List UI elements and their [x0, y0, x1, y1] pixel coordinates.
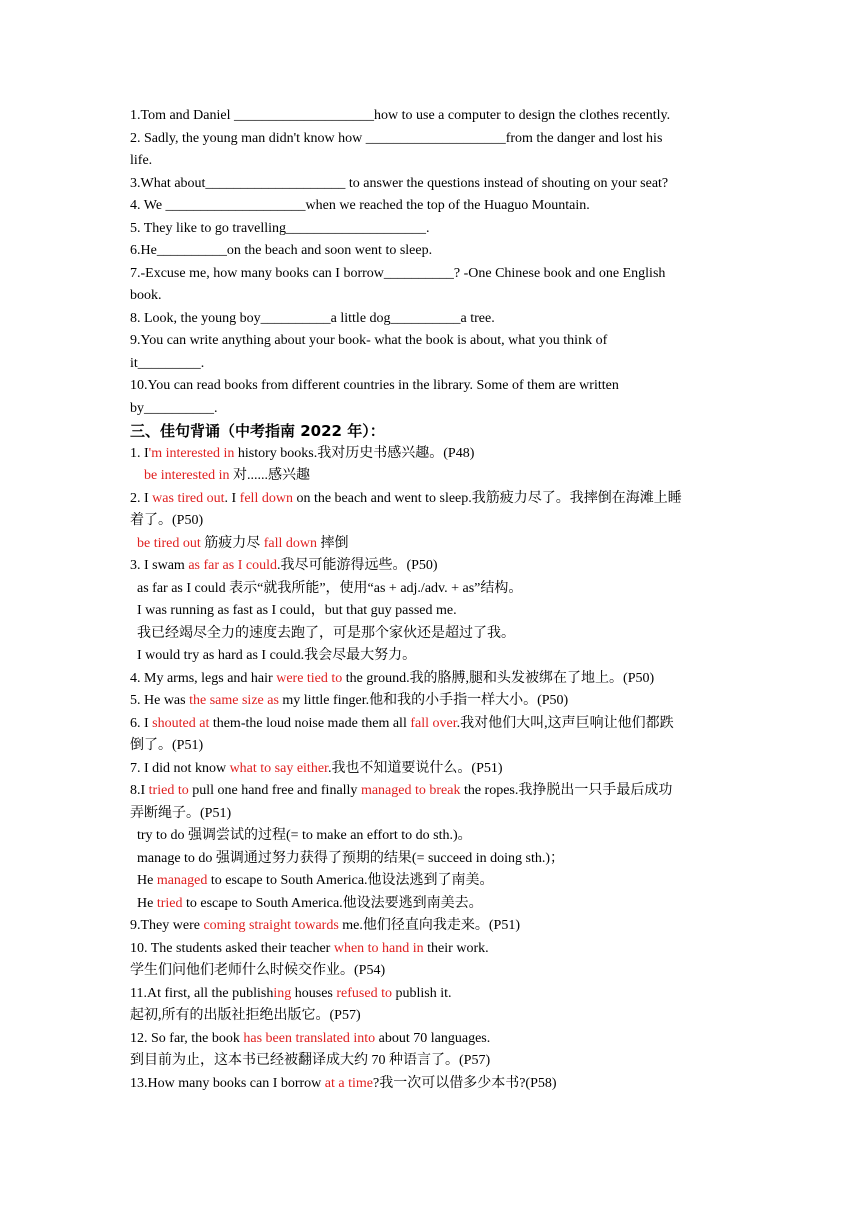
sentence-text: .我也不知道要说什么。(P51): [327, 760, 503, 776]
sentence-line: [130, 915, 730, 938]
highlighted-phrase: has been translated into: [243, 1030, 376, 1046]
sentence-text: 起初,所有的出版社拒绝出版它。(P57): [130, 1008, 361, 1023]
sentence-text: the ropes.我挣脱出一只手最后成功: [460, 783, 673, 798]
highlighted-phrase: managed: [156, 873, 208, 888]
sentence-line: [130, 983, 730, 1006]
sentence-text: . I: [224, 490, 240, 506]
highlighted-phrase: coming straight towards: [203, 918, 339, 933]
exercise-line: 4. We ____________________when we reached the top of the Huaguo Mountain.: [130, 198, 590, 213]
sentence-text: 倒了。(P51): [130, 738, 204, 753]
sentence-line: [130, 825, 730, 848]
exercise-line: 6.He__________on the beach and soon went to sleep.: [130, 243, 433, 258]
sentence-text: the ground.我的胳膊,腿和头发被绑在了地上。(P50): [342, 670, 655, 686]
exercise-line: 9.You can write anything about your book- what the book is about, what you think of: [130, 333, 608, 348]
exercise-line: 1.Tom and Daniel ____________________how to use a computer to design the clothes recently.: [130, 108, 671, 123]
sentence-text: try to do 强调尝试的过程(= to make an effort to do sth.)。: [137, 828, 472, 843]
sentence-line: [130, 848, 730, 871]
sentence-text: to escape to South America.他设法逃到了南美。: [207, 873, 494, 888]
sentence-text: 筋疲力尽: [200, 535, 264, 551]
highlighted-phrase: the same size as: [189, 693, 279, 708]
sentence-line: [130, 645, 730, 668]
highlighted-phrase: shouted at: [152, 715, 210, 731]
sentence-text: .我尽可能游得远些。(P50): [276, 558, 438, 573]
sentence-line: [130, 668, 730, 691]
exercise-line: 3.What about____________________ to answer the questions instead of shouting on your seat?: [130, 175, 669, 191]
sentence-text: 7. I did not know: [130, 760, 230, 776]
sentence-text: 10. The students asked their teacher: [130, 940, 334, 956]
sentence-line: [130, 555, 730, 578]
exercise-line: 8. Look, the young boy__________a little dog__________a tree.: [130, 310, 495, 326]
sentence-line: [130, 938, 730, 961]
sentence-line: [130, 803, 730, 826]
section-title: 三、佳句背诵（中考指南 2022 年）：: [130, 422, 385, 440]
sentence-line: [130, 533, 730, 556]
highlighted-phrase: were tied to: [276, 670, 343, 686]
sentence-line: [130, 713, 730, 736]
sentence-text: 9.They were: [130, 918, 204, 933]
sentence-text: about 70 languages.: [375, 1030, 491, 1046]
sentence-text: 对......感兴趣: [229, 468, 311, 483]
sentence-line: [130, 758, 730, 781]
sentence-text: their work.: [423, 940, 489, 956]
sentence-text: on the beach and went to sleep.我筋疲力尽了。我摔倒在海滩上睡: [292, 490, 682, 506]
highlighted-phrase: refused to: [336, 985, 392, 1001]
highlighted-phrase: fell down: [239, 490, 293, 506]
sentence-line: [130, 578, 730, 601]
sentence-text: houses: [291, 985, 337, 1001]
sentence-text: 学生们问他们老师什么时候交作业。(P54): [130, 963, 386, 978]
sentence-text: 8.I: [130, 783, 149, 798]
exercise-line: 10.You can read books from different countries in the library. Some of them are written: [130, 378, 619, 393]
exercise-line: by__________.: [130, 400, 218, 416]
sentence-text: He: [137, 873, 157, 888]
sentence-line: [130, 870, 730, 893]
sentence-text: me.他们径直向我走来。(P51): [338, 918, 520, 933]
sentence-line: [130, 1073, 730, 1096]
sentence-text: to escape to South America.他设法要逃到南美去。: [182, 895, 483, 911]
sentence-text: 11.At first, all the publish: [130, 985, 274, 1001]
exercise-line: it_________.: [130, 355, 205, 371]
highlighted-phrase: when to hand in: [333, 940, 424, 956]
sentence-text: pull one hand free and finally: [188, 783, 361, 798]
highlighted-phrase: was tired out: [152, 490, 225, 506]
highlighted-phrase: be interested in: [144, 468, 230, 483]
highlighted-phrase: ing: [273, 985, 292, 1001]
highlighted-phrase: what to say either: [229, 760, 328, 776]
sentence-text: .我对他们大叫,这声巨响让他们都跌: [456, 715, 674, 731]
sentence-line: [130, 1028, 730, 1051]
exercise-line: 7.-Excuse me, how many books can I borrow__________? -One Chinese book and one English: [130, 265, 666, 281]
highlighted-phrase: be tired out: [137, 535, 201, 551]
exercise-list: [130, 105, 730, 420]
document-page: [130, 105, 730, 1095]
sentence-line: [130, 780, 730, 803]
sentence-text: 弄断绳子。(P51): [130, 805, 232, 821]
sentence-line: [130, 893, 730, 916]
sentence-text: history books.我对历史书感兴趣。(P48): [234, 445, 475, 461]
sentence-text: 12. So far, the book: [130, 1030, 244, 1046]
sentence-text: 着了。(P50): [130, 513, 204, 528]
sentence-line: [130, 443, 730, 466]
sentence-line: [130, 735, 730, 758]
exercise-line: 5. They like to go travelling____________________.: [130, 220, 430, 236]
sentence-list: [130, 443, 730, 1096]
sentence-text: 我已经竭尽全力的速度去跑了，可是那个家伙还是超过了我。: [137, 625, 515, 641]
sentence-line: [130, 510, 730, 533]
sentence-text: 到目前为止，这本书已经被翻译成大约 70 种语言了。(P57): [130, 1053, 491, 1068]
sentence-line: [130, 600, 730, 623]
highlighted-phrase: managed to break: [360, 783, 461, 798]
highlighted-phrase: tried: [156, 895, 183, 911]
sentence-text: I would try as hard as I could.我会尽最大努力。: [137, 648, 417, 663]
exercise-line: book.: [130, 288, 162, 303]
highlighted-phrase: at a time: [324, 1075, 373, 1091]
sentence-text: publish it.: [391, 985, 452, 1001]
sentence-line: [130, 1050, 730, 1073]
sentence-line: [130, 960, 730, 983]
highlighted-phrase: as far as I could: [188, 558, 277, 573]
sentence-text: 3. I swam: [130, 558, 189, 573]
sentence-text: as far as I could 表示“就我所能”，使用“as + adj./adv. + as”结构。: [137, 580, 523, 596]
sentence-text: ?我一次可以借多少本书?(P58): [373, 1075, 557, 1091]
sentence-line: [130, 488, 730, 511]
sentence-text: 4. My arms, legs and hair: [130, 670, 277, 686]
sentence-text: my little finger.他和我的小手指一样大小。(P50): [278, 693, 569, 708]
highlighted-phrase: fall over: [410, 715, 457, 731]
sentence-text: manage to do 强调通过努力获得了预期的结果(= succeed in doing sth.)；: [137, 850, 565, 866]
highlighted-phrase: 'm interested in: [148, 445, 235, 461]
sentence-text: 摔倒: [317, 535, 349, 551]
sentence-line: [130, 465, 730, 488]
exercise-line: 2. Sadly, the young man didn't know how ____________________from the danger and lost his: [130, 130, 663, 146]
sentence-line: [130, 1005, 730, 1028]
sentence-text: 6. I: [130, 715, 153, 731]
sentence-line: [130, 623, 730, 646]
highlighted-phrase: tried to: [148, 783, 189, 798]
highlighted-phrase: fall down: [263, 535, 318, 551]
sentence-text: 1. I: [130, 445, 149, 461]
exercise-line: life.: [130, 153, 153, 168]
sentence-line: [130, 690, 730, 713]
sentence-text: them-the loud noise made them all: [209, 715, 411, 731]
sentence-text: 2. I: [130, 490, 153, 506]
sentence-text: He: [137, 895, 157, 911]
sentence-text: 5. He was: [130, 693, 190, 708]
sentence-text: I was running as fast as I could，but that guy passed me.: [137, 603, 457, 618]
sentence-text: 13.How many books can I borrow: [130, 1075, 325, 1091]
